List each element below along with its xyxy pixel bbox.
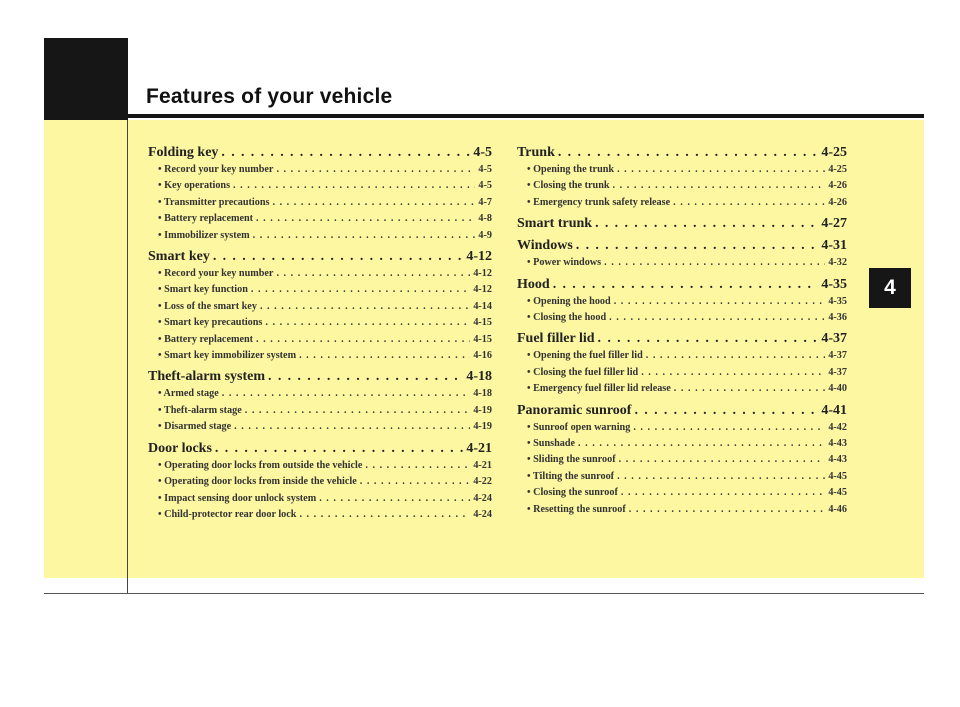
toc-entry-label: • Battery replacement: [158, 213, 254, 225]
toc-entry-page: 4-24: [473, 508, 492, 520]
toc-subsection-entry[interactable]: [148, 403, 492, 419]
dot-leader: [646, 348, 826, 364]
dot-leader: [634, 401, 818, 420]
chapter-badge: 4: [869, 268, 911, 308]
toc-entry-label: • Child-protector rear door lock: [158, 508, 297, 520]
toc-entry-page: 4-25: [821, 145, 847, 160]
toc-subsection-entry[interactable]: [517, 348, 847, 364]
toc-subsection-entry[interactable]: [148, 178, 492, 194]
toc-entry-page: 4-37: [828, 366, 847, 378]
dot-leader: [595, 214, 818, 233]
dot-leader: [641, 365, 825, 381]
toc-entry-page: 4-46: [828, 503, 847, 515]
toc-entry-label: • Closing the fuel filler lid: [527, 366, 639, 378]
toc-entry-label: • Emergency trunk safety release: [527, 196, 671, 208]
toc-entry-page: 4-45: [828, 487, 847, 499]
toc-entry-label: • Smart key immobilizer system: [158, 350, 297, 362]
toc-entry-label: • Tilting the sunroof: [527, 470, 615, 482]
toc-entry-label: • Operating door locks from outside the vehicle: [158, 459, 363, 471]
toc-subsection-entry[interactable]: [517, 294, 847, 310]
toc-entry-label: • Closing the hood: [527, 312, 607, 324]
toc-entry-page: 4-27: [821, 216, 847, 232]
toc-subsection-entry[interactable]: [517, 502, 847, 518]
dot-leader: [260, 299, 470, 315]
toc-entry-label: • Closing the sunroof: [527, 487, 618, 499]
toc-entry-label: • Key operations: [158, 180, 231, 192]
toc-entry-label: Hood: [517, 276, 550, 292]
toc-entry-page: 4-5: [473, 145, 492, 160]
dot-leader: [614, 294, 826, 310]
toc-entry-label: • Sunroof open warning: [527, 421, 631, 433]
toc-subsection-entry[interactable]: [517, 365, 847, 381]
dot-leader: [276, 162, 475, 178]
toc-entry-page: 4-5: [478, 180, 492, 192]
toc-entry-page: 4-32: [828, 257, 847, 269]
dot-leader: [576, 236, 819, 255]
toc-entry-page: 4-25: [828, 164, 847, 175]
toc-entry-label: Folding key: [148, 145, 219, 160]
toc-entry-page: 4-43: [828, 454, 847, 466]
toc-entry-page: 4-5: [478, 164, 492, 175]
toc-entry-label: • Resetting the sunroof: [527, 503, 626, 515]
toc-entry-label: Door locks: [148, 440, 212, 456]
dot-leader: [609, 310, 825, 326]
toc-subsection-entry[interactable]: [517, 195, 847, 211]
toc-entry-page: 4-45: [828, 470, 847, 482]
toc-subsection-entry[interactable]: [148, 211, 492, 227]
toc-entry-label: • Transmitter precautions: [158, 196, 270, 208]
header-tab-block: [44, 38, 128, 120]
dot-leader: [604, 255, 825, 271]
dot-leader: [251, 282, 470, 298]
toc-section-entry[interactable]: [148, 367, 492, 386]
bottom-rule: [44, 593, 924, 594]
toc-subsection-entry[interactable]: [148, 419, 492, 435]
toc-entry-label: • Opening the trunk: [527, 164, 615, 175]
toc-subsection-entry[interactable]: [148, 474, 492, 490]
dot-leader: [268, 367, 463, 386]
dot-leader: [578, 436, 825, 452]
toc-entry-label: • Theft-alarm stage: [158, 404, 242, 416]
dot-leader: [629, 502, 826, 518]
toc-entry-label: • Sliding the sunroof: [527, 454, 616, 466]
dot-leader: [299, 348, 470, 364]
toc-entry-label: Trunk: [517, 145, 555, 160]
toc-entry-label: • Smart key function: [158, 284, 248, 296]
dot-leader: [234, 419, 470, 435]
toc-entry-page: 4-37: [821, 331, 847, 347]
toc-subsection-entry[interactable]: [148, 348, 492, 364]
toc-subsection-entry[interactable]: [148, 386, 492, 402]
toc-entry-label: • Record your key number: [158, 268, 274, 280]
toc-subsection-entry[interactable]: [148, 228, 492, 244]
toc-entry-label: • Sunshade: [527, 438, 576, 450]
toc-entry-label: • Opening the fuel filler lid: [527, 350, 643, 362]
toc-section-entry[interactable]: [517, 143, 847, 162]
toc-entry-label: • Disarmed stage: [158, 421, 232, 433]
toc-entry-page: 4-41: [821, 402, 847, 418]
toc-subsection-entry[interactable]: [517, 469, 847, 485]
toc-section-entry[interactable]: [148, 247, 492, 266]
dot-leader: [319, 491, 470, 507]
toc-entry-label: • Battery replacement: [158, 333, 254, 345]
toc-entry-page: 4-43: [828, 438, 847, 450]
toc-subsection-entry[interactable]: [517, 452, 847, 468]
dot-leader: [253, 228, 476, 244]
toc-subsection-entry[interactable]: [148, 282, 492, 298]
toc-subsection-entry[interactable]: [148, 299, 492, 315]
dot-leader: [213, 247, 464, 266]
toc-entry-page: 4-15: [473, 333, 492, 345]
toc-subsection-entry[interactable]: [517, 381, 847, 397]
toc-entry-page: 4-26: [828, 196, 847, 208]
toc-section-entry[interactable]: [517, 236, 847, 255]
toc-entry-page: 4-26: [828, 180, 847, 192]
page-title: Features of your vehicle: [146, 85, 393, 108]
toc-section-entry[interactable]: [517, 214, 847, 233]
dot-leader: [245, 403, 471, 419]
toc-subsection-entry[interactable]: [517, 420, 847, 436]
toc-entry-page: 4-18: [473, 388, 492, 400]
toc-section-entry[interactable]: [148, 143, 492, 162]
toc-entry-page: 4-21: [473, 459, 492, 471]
toc-entry-page: 4-22: [473, 476, 492, 488]
toc-subsection-entry[interactable]: [517, 310, 847, 326]
toc-entry-page: 4-31: [821, 238, 847, 254]
dot-leader: [553, 275, 819, 294]
toc-subsection-entry[interactable]: [148, 195, 492, 211]
toc-subsection-entry[interactable]: [148, 491, 492, 507]
dot-leader: [617, 162, 825, 178]
dot-leader: [215, 439, 463, 458]
dot-leader: [256, 332, 470, 348]
dot-leader: [233, 178, 475, 194]
toc-entry-label: • Loss of the smart key: [158, 300, 257, 312]
toc-subsection-entry[interactable]: [148, 266, 492, 282]
toc-entry-label: Smart trunk: [517, 216, 593, 232]
toc-entry-label: • Impact sensing door unlock system: [158, 492, 317, 504]
toc-subsection-entry[interactable]: [517, 436, 847, 452]
toc-subsection-entry[interactable]: [148, 507, 492, 523]
dot-leader: [617, 469, 825, 485]
title-rule: [128, 114, 924, 118]
dot-leader: [674, 381, 826, 397]
toc-entry-label: • Power windows: [527, 257, 602, 269]
toc-subsection-entry[interactable]: [517, 485, 847, 501]
toc-column-left: [148, 143, 492, 523]
toc-entry-page: 4-14: [473, 300, 492, 312]
toc-section-entry[interactable]: [148, 439, 492, 458]
toc-entry-label: • Closing the trunk: [527, 180, 610, 192]
toc-subsection-entry[interactable]: [517, 255, 847, 271]
toc-entry-label: Theft-alarm system: [148, 369, 266, 385]
toc-entry-label: • Armed stage: [158, 388, 219, 400]
toc-subsection-entry[interactable]: [148, 458, 492, 474]
dot-leader: [265, 315, 470, 331]
toc-entry-page: 4-8: [478, 213, 492, 225]
toc-entry-page: 4-19: [473, 404, 492, 416]
dot-leader: [619, 452, 826, 468]
toc-entry-page: 4-15: [473, 317, 492, 329]
toc-entry-page: 4-9: [478, 229, 492, 241]
toc-entry-page: 4-21: [466, 440, 492, 456]
toc-entry-page: 4-36: [828, 312, 847, 324]
toc-entry-label: • Opening the hood: [527, 295, 611, 307]
dot-leader: [673, 195, 825, 211]
toc-entry-page: 4-35: [828, 295, 847, 307]
dot-leader: [276, 266, 470, 282]
toc-entry-page: 4-16: [473, 350, 492, 362]
toc-entry-label: Panoramic sunroof: [517, 402, 632, 418]
dot-leader: [360, 474, 471, 490]
margin-rule: [127, 120, 128, 594]
toc-entry-page: 4-19: [473, 421, 492, 433]
toc-section-entry[interactable]: [517, 275, 847, 294]
dot-leader: [272, 195, 475, 211]
toc-entry-label: Windows: [517, 238, 573, 254]
toc-entry-page: 4-18: [466, 369, 492, 385]
toc-entry-page: 4-12: [473, 268, 492, 280]
toc-entry-label: • Emergency fuel filler lid release: [527, 383, 671, 395]
dot-leader: [221, 143, 470, 162]
toc-subsection-entry[interactable]: [148, 315, 492, 331]
toc-subsection-entry[interactable]: [517, 178, 847, 194]
toc-entry-label: • Operating door locks from inside the vehicle: [158, 476, 357, 488]
dot-leader: [222, 386, 471, 402]
dot-leader: [558, 143, 818, 162]
toc-entry-page: 4-12: [473, 284, 492, 296]
toc-section-entry[interactable]: [517, 329, 847, 348]
dot-leader: [613, 178, 826, 194]
toc-section-entry[interactable]: [517, 401, 847, 420]
toc-column-right: [517, 143, 847, 518]
toc-entry-page: 4-12: [466, 249, 492, 265]
toc-entry-page: 4-7: [478, 196, 492, 208]
dot-leader: [299, 507, 470, 523]
dot-leader: [633, 420, 825, 436]
toc-subsection-entry[interactable]: [148, 332, 492, 348]
dot-leader: [621, 485, 825, 501]
toc-entry-page: 4-40: [828, 383, 847, 395]
toc-entry-page: 4-42: [828, 421, 847, 433]
toc-entry-label: Smart key: [148, 249, 210, 265]
toc-subsection-entry[interactable]: [148, 162, 492, 178]
toc-entry-page: 4-37: [828, 350, 847, 362]
toc-entry-page: 4-24: [473, 492, 492, 504]
toc-subsection-entry[interactable]: [517, 162, 847, 178]
toc-entry-page: 4-35: [821, 276, 847, 292]
toc-entry-label: • Record your key number: [158, 164, 274, 175]
dot-leader: [365, 458, 470, 474]
dot-leader: [598, 329, 819, 348]
toc-entry-label: • Immobilizer system: [158, 229, 250, 241]
toc-entry-label: Fuel filler lid: [517, 331, 595, 347]
toc-entry-label: • Smart key precautions: [158, 317, 263, 329]
dot-leader: [256, 211, 475, 227]
